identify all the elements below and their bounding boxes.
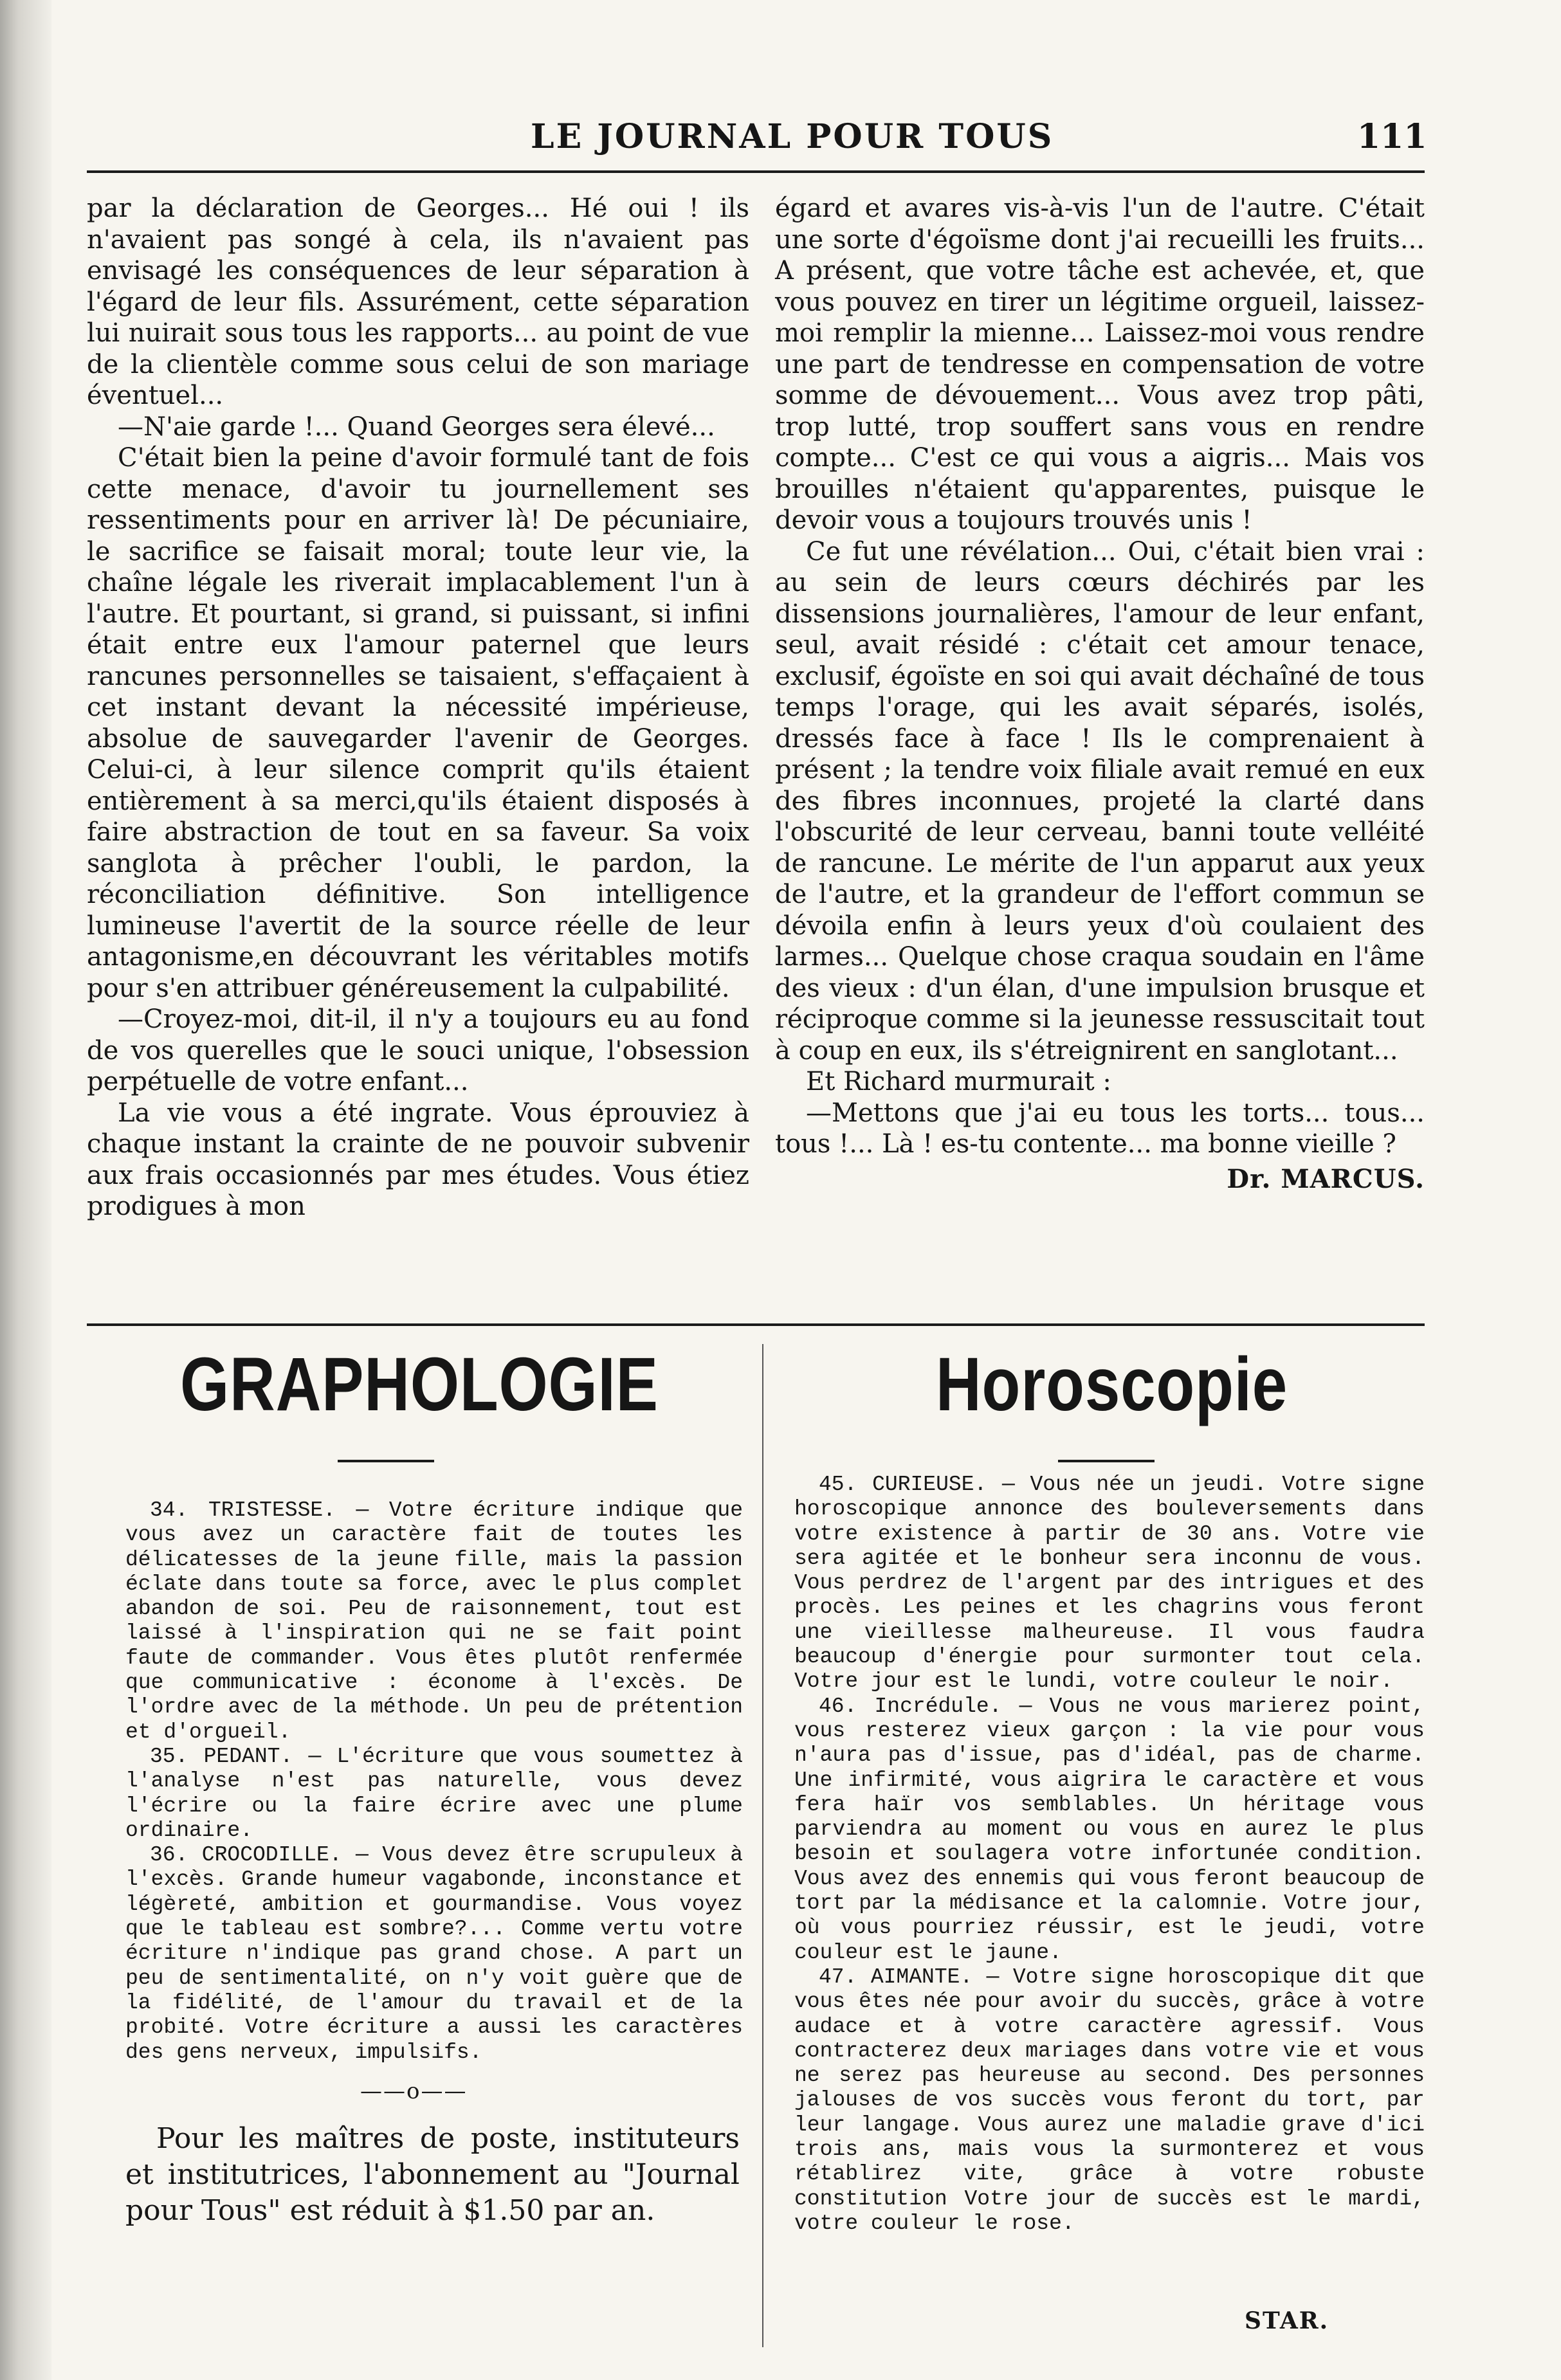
graphologie-heading-rule: [338, 1460, 434, 1462]
story-paragraph: Et Richard murmurait :: [806, 1067, 1111, 1096]
header-rule: [87, 170, 1425, 173]
horoscopie-signature: STAR.: [1245, 2307, 1329, 2334]
story-left-column: [87, 193, 749, 1222]
column-divider-rule: [762, 1344, 763, 2347]
horoscopie-heading-rule: [1058, 1460, 1155, 1462]
story-paragraph: —N'aie garde !... Quand Georges sera élevé...: [118, 412, 715, 442]
graphologie-entry: 34. TRISTESSE. — Votre écriture indique que vous avez un caractère fait de toutes les délicatesses de la jeune fille, mais la passion éclate dans toute sa force, avec le plus complet abandon de soi. Peu de raisonnement, tout est laissé à l'inspiration qui ne se fait point faute de commander. Vous êtes plutôt renfermée que communicative : économe à l'excès. De l'ordre avec de la méthode. Un peu de prétention et d'orgueil.: [125, 1498, 743, 1744]
graphologie-entries: [125, 1498, 743, 2065]
story-paragraph: —Croyez-moi, dit-il, il n'y a toujours eu au fond de vos querelles que le souci unique, l'obsession perpétuelle de votre enfant...: [87, 1004, 749, 1096]
story-paragraph: La vie vous a été ingrate. Vous éprouviez à chaque instant la crainte de ne pouvoir subvenir aux frais occasionnés par mes études. Vous étiez prodigues à mon: [87, 1098, 749, 1221]
section-divider-rule: [87, 1323, 1425, 1326]
horoscopie-entry: 45. CURIEUSE. — Vous née un jeudi. Votre signe horoscopique annonce des bouleversements dans votre existence à partir de 30 ans. Votre vie sera agitée et le bonheur sera inconnu de vous. Vous perdrez de l'argent par des intrigues et des procès. Les peines et les chagrins vous feront une vieillesse malheureuse. Il vous faudra beaucoup d'énergie pour surmonter tout cela. Votre jour est le lundi, votre couleur le noir.: [794, 1473, 1425, 1694]
graphologie-heading: GRAPHOLOGIE: [180, 1342, 659, 1427]
story-paragraph: —Mettons que j'ai eu tous les torts... tous... tous !... Là ! es-tu contente... ma bonne vieille ?: [775, 1098, 1425, 1159]
header-title: LE JOURNAL POUR TOUS: [531, 117, 1054, 156]
subscription-notice: Pour les maîtres de poste, instituteurs et institutrices, l'abonnement au "Journal pour Tous" est réduit à $1.50 par an.: [125, 2122, 740, 2227]
horoscopie-entries: [794, 1473, 1425, 2236]
scan-edge-shadow: [0, 0, 51, 2380]
horoscopie-heading: Horoscopie: [936, 1342, 1288, 1427]
story-paragraph: par la déclaration de Georges... Hé oui ! ils n'avaient pas songé à cela, ils n'avaient pas envisagé les conséquences de leur séparation à l'égard de leur fils. Assurément, cette séparation lui nuirait sous tous les rapports... au point de vue de la clientèle comme sous celui de son mariage éventuel...: [87, 194, 749, 410]
ornament-divider: ——o——: [360, 2078, 468, 2104]
story-paragraph: égard et avares vis-à-vis l'un de l'autre. C'était une sorte d'égoïsme dont j'ai recueilli les fruits... A présent, que votre tâche est achevée, et, que vous pouvez en tirer un légitime orgueil, laissez-moi remplir la mienne... Laissez-moi vous rendre une part de tendresse en compensation de votre somme de dévouement... Vous avez trop pâti, trop lutté, trop souffert sans vous en rendre compte... C'est ce qui vous a aigris... Mais vos brouilles n'étaient qu'apparentes, puisque le devoir vous a toujours trouvés unis !: [775, 194, 1425, 535]
story-paragraph: Ce fut une révélation... Oui, c'était bien vrai : au sein de leurs cœurs déchirés par les dissensions journalières, l'amour de leur enfant, seul, avait résidé : c'était cet amour tenace, exclusif, égoïste en soi qui avait déchaîné de tous temps l'orage, qui les avait séparés, isolés, dressés face à face ! Ils le comprenaient à présent ; la tendre voix filiale avait remué en eux des fibres inconnues, projeté la clarté dans l'obscurité de leur cerveau, banni toute velléité de rancune. Le mérite de l'un apparut aux yeux de l'autre, et la grandeur de l'effort commun se dévoila enfin à leurs yeux d'où coulaient des larmes... Quelque chose craqua soudain en l'âme des vieux : d'un élan, d'une impulsion brusque et réciproque comme si la jeunesse ressuscitait tout à coup en eux, ils s'étreignirent en sanglotant...: [775, 536, 1425, 1066]
horoscopie-entry: 46. Incrédule. — Vous ne vous marierez point, vous resterez vieux garçon : la vie pour vous n'aura pas d'issue, pas d'idéal, pas de charme. Une infirmité, vous aigrira le caractère et vous fera haïr vos semblables. Un héritage vous parviendra au moment ou vous en aurez le plus besoin et soulagera votre infortunée condition. Vous avez des ennemis qui vous feront beaucoup de tort par la médisance et la calomnie. Votre jour, où vous pourriez réussir, est le jeudi, votre couleur est le jaune.: [794, 1694, 1425, 1965]
story-paragraph: C'était bien la peine d'avoir formulé tant de fois cette menace, d'avoir tu journellement ses ressentiments pour en arriver là! De pécuniaire, le sacrifice se faisait moral; toute leur vie, la chaîne légale les riverait implacablement l'un à l'autre. Et pourtant, si grand, si puissant, si infini était entre eux l'amour paternel que leurs rancunes personnelles se taisaient, s'effaçaient à cet instant devant la nécessité impérieuse, absolue de sauvegarder l'avenir de Georges. Celui-ci, à leur silence comprit qu'ils étaient entièrement à sa merci,qu'ils étaient disposés à faire abstraction de tout en sa faveur. Sa voix sanglota à prêcher l'oubli, le pardon, la réconciliation définitive. Son intelligence lumineuse l'avertit de la source réelle de leur antagonisme,en découvrant les véritables motifs pour s'en attribuer généreusement la culpabilité.: [87, 443, 749, 1003]
graphologie-entry: 36. CROCODILLE. — Vous devez être scrupuleux à l'excès. Grande humeur vagabonde, inconstance et légèreté, ambition et gourmandise. Vous voyez que le tableau est sombre?... Comme vertu votre écriture n'indique pas grand chose. A part un peu de sentimentalité, on n'y voit guère que de la fidélité, de l'amour du travail et de la probité. Votre écriture a aussi les caractères des gens nerveux, impulsifs.: [125, 1843, 743, 2064]
story-signature: Dr. MARCUS.: [1227, 1163, 1425, 1194]
graphologie-entry: 35. PEDANT. — L'écriture que vous soumettez à l'analyse n'est pas naturelle, vous devez l'écrire ou la faire écrire avec une plume ordinaire.: [125, 1744, 743, 1842]
horoscopie-entry: 47. AIMANTE. — Votre signe horoscopique dit que vous êtes née pour avoir du succès, grâce à votre audace et à votre caractère agressif. Vous contracterez deux mariages dans votre vie et vous ne serez pas heureuse au second. Des personnes jalouses de vos succès vous feront du tort, par leur langage. Vous aurez une maladie grave d'ici trois ans, mais vous la surmonterez et vous rétablirez vite, grâce à votre robuste constitution Votre jour de succès est le mardi, votre couleur le rose.: [794, 1965, 1425, 2235]
page-number: 111: [1357, 117, 1427, 156]
story-right-column: [775, 193, 1425, 1195]
